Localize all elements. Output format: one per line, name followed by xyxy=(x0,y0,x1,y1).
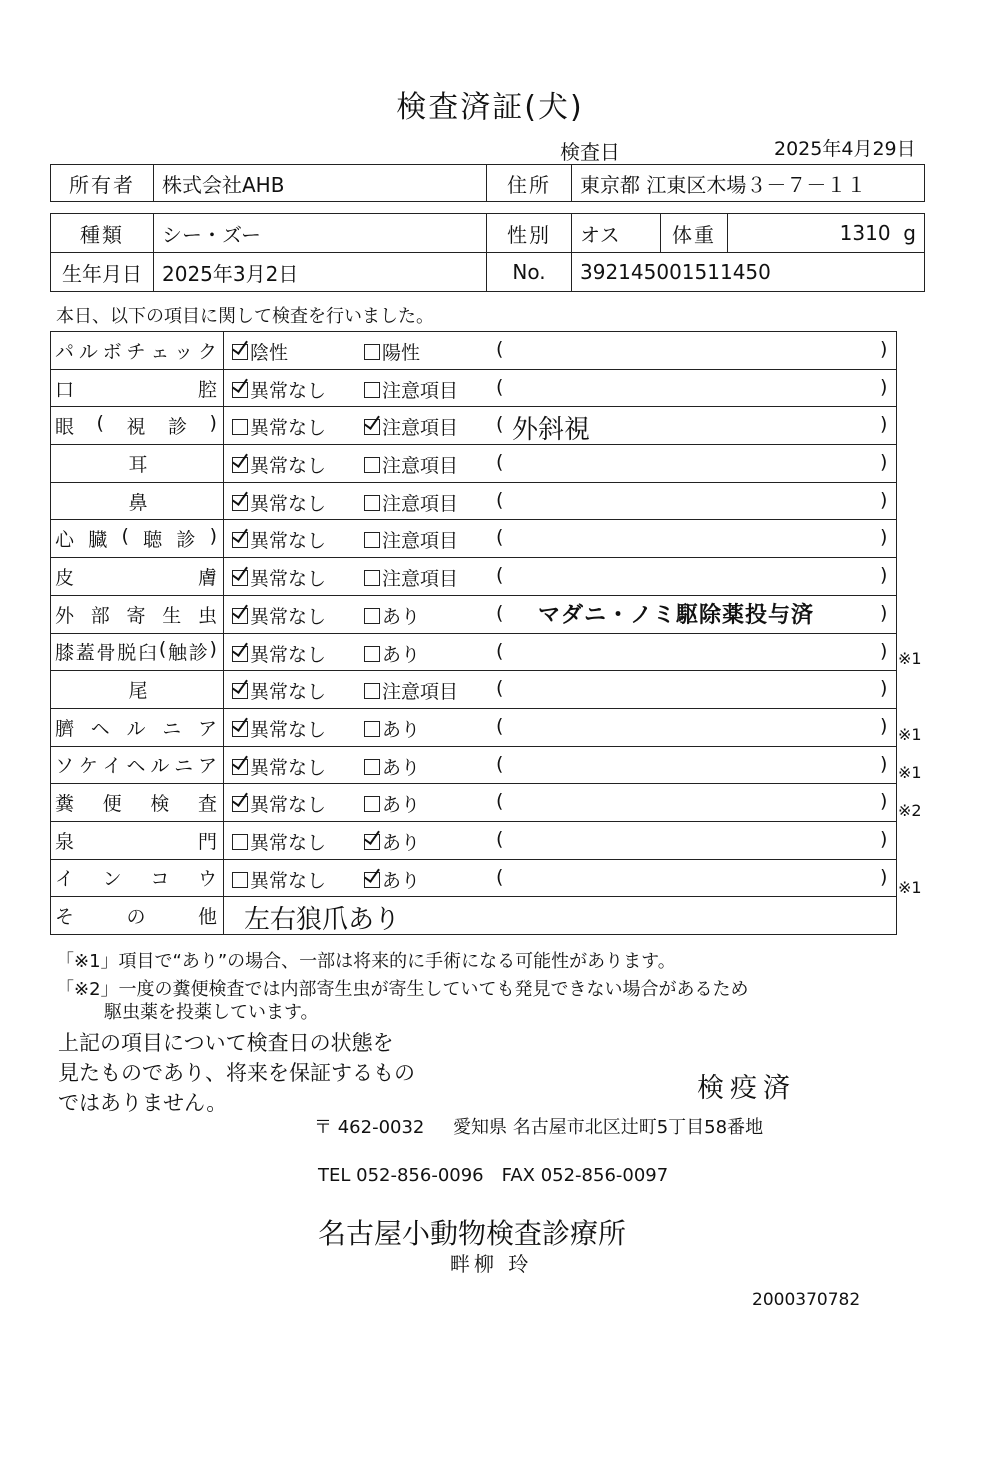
item-name: 臍 ヘ ル ニ ア xyxy=(51,708,224,746)
checklist-row xyxy=(51,784,897,822)
weight-value xyxy=(728,214,925,253)
item-options xyxy=(224,445,897,483)
option-label: あり xyxy=(382,831,421,854)
option-label: あり xyxy=(382,794,421,817)
checklist-row xyxy=(51,671,897,709)
option-1-checkbox[interactable] xyxy=(232,828,326,855)
checkbox-icon[interactable] xyxy=(232,834,248,850)
item-name: ソ ケ イ ヘ ル ニ ア xyxy=(51,746,224,784)
option-2-checkbox[interactable] xyxy=(364,828,420,855)
paren-open: ( xyxy=(496,338,504,360)
item-options xyxy=(224,520,897,558)
option-1-checkbox[interactable] xyxy=(232,413,326,440)
item-options xyxy=(224,595,897,633)
paren-open: ( xyxy=(496,526,504,549)
item-name: 眼 ( 視 診 ) xyxy=(51,407,224,445)
item-options xyxy=(224,821,897,859)
checklist-table xyxy=(50,331,897,935)
item-options xyxy=(224,482,897,520)
disclaimer-line: 上記の項目について検査日の状態を xyxy=(58,1031,394,1055)
item-name: 心 臓 ( 聴 診 ) xyxy=(51,520,224,558)
checkbox-icon[interactable] xyxy=(364,532,380,548)
option-1-checkbox[interactable] xyxy=(232,677,326,704)
item-options xyxy=(224,784,897,822)
paren-close: ) xyxy=(880,790,888,813)
footnote-marker: ※1 xyxy=(898,648,922,668)
item-name: イ ン コ ウ xyxy=(51,859,224,897)
footnote-2: 「※2」一度の糞便検査では内部寄生虫が寄生していても発見できない場合があるため xyxy=(56,979,749,1000)
option-1-checkbox[interactable] xyxy=(232,790,326,817)
paren-close: ) xyxy=(880,526,888,549)
option-2-checkbox[interactable] xyxy=(364,790,420,817)
paren-close: ) xyxy=(880,601,888,624)
option-2-checkbox[interactable] xyxy=(364,489,458,516)
option-label: 注意項目 xyxy=(382,568,459,591)
owner-table xyxy=(50,164,925,202)
option-2-checkbox[interactable] xyxy=(364,526,458,553)
paren-close: ) xyxy=(880,564,888,587)
paren-open: ( xyxy=(496,639,504,662)
checkbox-icon[interactable] xyxy=(232,419,248,435)
checkbox-icon[interactable] xyxy=(232,570,248,586)
option-label: 異常なし xyxy=(250,756,327,779)
option-label: 異常なし xyxy=(250,718,327,741)
option-1-checkbox[interactable] xyxy=(232,376,326,403)
checkbox-icon[interactable] xyxy=(364,646,380,662)
clinic-name: 名古屋小動物検査診療所 xyxy=(318,1217,627,1250)
option-2-checkbox[interactable] xyxy=(364,753,420,780)
option-label: 異常なし xyxy=(250,869,327,892)
paren-close: ) xyxy=(880,752,888,775)
item-name: 皮 膚 xyxy=(51,558,224,596)
paren-close: ) xyxy=(880,639,888,662)
paren-close: ) xyxy=(880,865,888,888)
item-name: パ ル ボ チ ェ ッ ク xyxy=(51,332,224,370)
option-label: 異常なし xyxy=(250,643,327,666)
option-label: 注意項目 xyxy=(382,417,459,440)
checkbox-icon[interactable] xyxy=(232,608,248,624)
paren-open: ( xyxy=(496,488,504,511)
paren-open: ( xyxy=(496,714,504,737)
other-value-cell xyxy=(224,897,897,935)
option-label: 異常なし xyxy=(250,455,327,478)
option-label: 異常なし xyxy=(250,794,327,817)
checkbox-icon[interactable] xyxy=(364,570,380,586)
item-options xyxy=(224,369,897,407)
checkbox-icon[interactable] xyxy=(364,872,380,888)
animal-table xyxy=(50,213,925,292)
checklist-row xyxy=(51,746,897,784)
paren-close: ) xyxy=(880,488,888,511)
option-label: 注意項目 xyxy=(382,492,459,515)
option-1-checkbox[interactable] xyxy=(232,489,326,516)
address-value: 東京都 江東区木場３－７－１１ xyxy=(572,165,925,202)
paren-open: ( xyxy=(496,677,504,700)
option-label: 異常なし xyxy=(250,568,327,591)
checkbox-icon[interactable] xyxy=(364,759,380,775)
footnote-1: 「※1」項目で“あり”の場合、一部は将来的に手術になる可能性があります。 xyxy=(56,951,676,972)
checkbox-icon[interactable] xyxy=(364,721,380,737)
checkbox-icon[interactable] xyxy=(232,495,248,511)
item-options xyxy=(224,671,897,709)
other-value: 左右狼爪あり xyxy=(244,905,401,936)
item-name: 鼻 xyxy=(51,482,224,520)
checkbox-icon[interactable] xyxy=(364,834,380,850)
option-label: 異常なし xyxy=(250,605,327,628)
postal-code: 〒 462-0032 xyxy=(314,1117,425,1138)
item-name: 耳 xyxy=(51,445,224,483)
option-1-checkbox[interactable] xyxy=(232,753,326,780)
checklist-row xyxy=(51,595,897,633)
option-label: 異常なし xyxy=(250,417,327,440)
item-options xyxy=(224,859,897,897)
paren-close: ) xyxy=(880,451,888,474)
item-name: 尾 xyxy=(51,671,224,709)
checkbox-icon[interactable] xyxy=(364,495,380,511)
checklist-row xyxy=(51,445,897,483)
checklist-row xyxy=(51,859,897,897)
option-1-checkbox[interactable] xyxy=(232,640,326,667)
checklist-row xyxy=(51,332,897,370)
footnote-2-cont: 駆虫薬を投薬しています。 xyxy=(104,1002,319,1023)
weight-unit: g xyxy=(903,221,916,245)
option-2-checkbox[interactable] xyxy=(364,715,420,742)
checkbox-icon[interactable] xyxy=(364,419,380,435)
paren-open: ( xyxy=(496,564,504,587)
footnote-marker: ※1 xyxy=(898,763,922,783)
sex-label: 性別 xyxy=(487,214,572,253)
exam-date-label: 検査日 xyxy=(560,140,620,164)
paren-close: ) xyxy=(880,375,888,398)
type-label: 種類 xyxy=(51,214,154,253)
checklist-row xyxy=(51,407,897,445)
checkbox-icon[interactable] xyxy=(232,382,248,398)
option-label: あり xyxy=(382,718,421,741)
paren-close: ) xyxy=(880,827,888,850)
owner-label: 所有者 xyxy=(51,165,154,202)
item-options xyxy=(224,558,897,596)
paren-open: ( xyxy=(496,752,504,775)
checklist-row xyxy=(51,633,897,671)
option-label: 陰性 xyxy=(250,342,289,364)
checkbox-icon[interactable] xyxy=(232,646,248,662)
owner-value: 株式会社AHB xyxy=(154,165,487,202)
checkbox-icon[interactable] xyxy=(364,457,380,473)
option-label: 注意項目 xyxy=(382,681,459,704)
address-label: 住所 xyxy=(487,165,572,202)
option-2-checkbox[interactable] xyxy=(364,640,420,667)
item-name: 膝 蓋 骨 脱 臼 ( 触 診 ) xyxy=(51,633,224,671)
paren-open: ( xyxy=(496,790,504,813)
page-title: 検査済証(犬) xyxy=(396,90,584,125)
checkbox-icon[interactable] xyxy=(364,608,380,624)
checkbox-icon[interactable] xyxy=(232,344,248,360)
birth-label: 生年月日 xyxy=(51,253,154,292)
paren-open: ( xyxy=(496,413,504,436)
option-1-checkbox[interactable] xyxy=(232,602,326,629)
quarantine-stamp: 検疫済 xyxy=(697,1073,796,1104)
disclaimer xyxy=(58,1028,415,1118)
item-options xyxy=(224,746,897,784)
checkbox-icon[interactable] xyxy=(364,683,380,699)
type-value: シー・ズー xyxy=(154,214,487,253)
paren-close: ) xyxy=(880,714,888,737)
checkbox-icon[interactable] xyxy=(232,759,248,775)
paren-open: ( xyxy=(496,865,504,888)
checklist-row xyxy=(51,520,897,558)
clinic-phone: TEL 052-856-0096 FAX 052-856-0097 xyxy=(318,1165,669,1186)
item-name: 外 部 寄 生 虫 xyxy=(51,595,224,633)
paren-close: ) xyxy=(880,338,888,360)
checkbox-icon[interactable] xyxy=(232,872,248,888)
weight-label: 体重 xyxy=(661,214,728,253)
checkbox-icon[interactable] xyxy=(232,457,248,473)
checkbox-icon[interactable] xyxy=(364,796,380,812)
paren-open: ( xyxy=(496,601,504,624)
checkbox-icon[interactable] xyxy=(232,532,248,548)
option-label: 異常なし xyxy=(250,530,327,553)
item-options xyxy=(224,332,897,370)
no-value: 392145001511450 xyxy=(572,253,925,292)
option-label: 異常なし xyxy=(250,681,327,704)
option-1-checkbox[interactable] xyxy=(232,564,326,591)
other-label: そ の 他 xyxy=(51,897,224,935)
footnote-marker: ※2 xyxy=(898,801,922,821)
checkbox-icon[interactable] xyxy=(364,344,380,360)
disclaimer-line: 見たものであり、将来を保証するもの xyxy=(58,1061,415,1085)
option-1-checkbox[interactable] xyxy=(232,526,326,553)
paren-open: ( xyxy=(496,451,504,474)
option-1-checkbox[interactable] xyxy=(232,866,326,893)
option-label: あり xyxy=(382,643,421,666)
birth-value: 2025年3月2日 xyxy=(154,253,487,292)
option-1-checkbox[interactable] xyxy=(232,451,326,478)
option-2-checkbox[interactable] xyxy=(364,564,458,591)
footnote-marker: ※1 xyxy=(898,725,922,744)
footnote-marker: ※1 xyxy=(898,877,922,897)
option-label: 異常なし xyxy=(250,379,327,402)
option-label: 陽性 xyxy=(382,342,421,364)
checklist-row xyxy=(51,482,897,520)
item-note: 外斜視 xyxy=(512,415,591,446)
option-label: 注意項目 xyxy=(382,530,459,553)
option-label: 異常なし xyxy=(250,831,327,854)
option-2-checkbox[interactable] xyxy=(364,677,458,704)
option-label: 注意項目 xyxy=(382,455,459,478)
option-2-checkbox[interactable] xyxy=(364,602,420,629)
vet-name: 畔柳 玲 xyxy=(450,1252,533,1276)
option-2-checkbox[interactable] xyxy=(364,866,420,893)
intro-text: 本日、以下の項目に関して検査を行いました。 xyxy=(56,306,434,327)
checkbox-icon[interactable] xyxy=(232,796,248,812)
option-label: 異常なし xyxy=(250,492,327,515)
item-options xyxy=(224,407,897,445)
paren-close: ) xyxy=(880,413,888,436)
option-1-checkbox[interactable] xyxy=(232,338,288,365)
checkbox-icon[interactable] xyxy=(364,382,380,398)
weight-number: 1310 xyxy=(839,221,891,245)
option-label: あり xyxy=(382,605,421,628)
option-label: 注意項目 xyxy=(382,379,459,402)
option-2-checkbox[interactable] xyxy=(364,338,420,365)
item-note: マダニ・ノミ駆除薬投与済 xyxy=(538,602,815,628)
option-2-checkbox[interactable] xyxy=(364,451,458,478)
item-name: 糞 便 検 査 xyxy=(51,784,224,822)
checklist-row xyxy=(51,369,897,407)
option-2-checkbox[interactable] xyxy=(364,376,458,403)
sex-value: オス xyxy=(572,214,661,253)
item-options xyxy=(224,708,897,746)
option-2-checkbox[interactable] xyxy=(364,413,458,440)
item-options xyxy=(224,633,897,671)
checklist-row xyxy=(51,821,897,859)
paren-close: ) xyxy=(880,677,888,700)
disclaimer-line: ではありません。 xyxy=(58,1091,228,1115)
checklist-row xyxy=(51,558,897,596)
option-1-checkbox[interactable] xyxy=(232,715,326,742)
paren-open: ( xyxy=(496,375,504,398)
no-label: No. xyxy=(487,253,572,292)
checklist-row xyxy=(51,708,897,746)
checkbox-icon[interactable] xyxy=(232,721,248,737)
checkbox-icon[interactable] xyxy=(232,683,248,699)
exam-date: 2025年4月29日 xyxy=(774,138,916,160)
clinic-address-line xyxy=(314,1113,763,1139)
clinic-address: 愛知県 名古屋市北区辻町5丁目58番地 xyxy=(453,1117,764,1138)
option-label: あり xyxy=(382,869,421,892)
item-name: 口 腔 xyxy=(51,369,224,407)
option-label: あり xyxy=(382,756,421,779)
item-name: 泉 門 xyxy=(51,821,224,859)
paren-open: ( xyxy=(496,827,504,850)
serial-number: 2000370782 xyxy=(752,1290,861,1310)
